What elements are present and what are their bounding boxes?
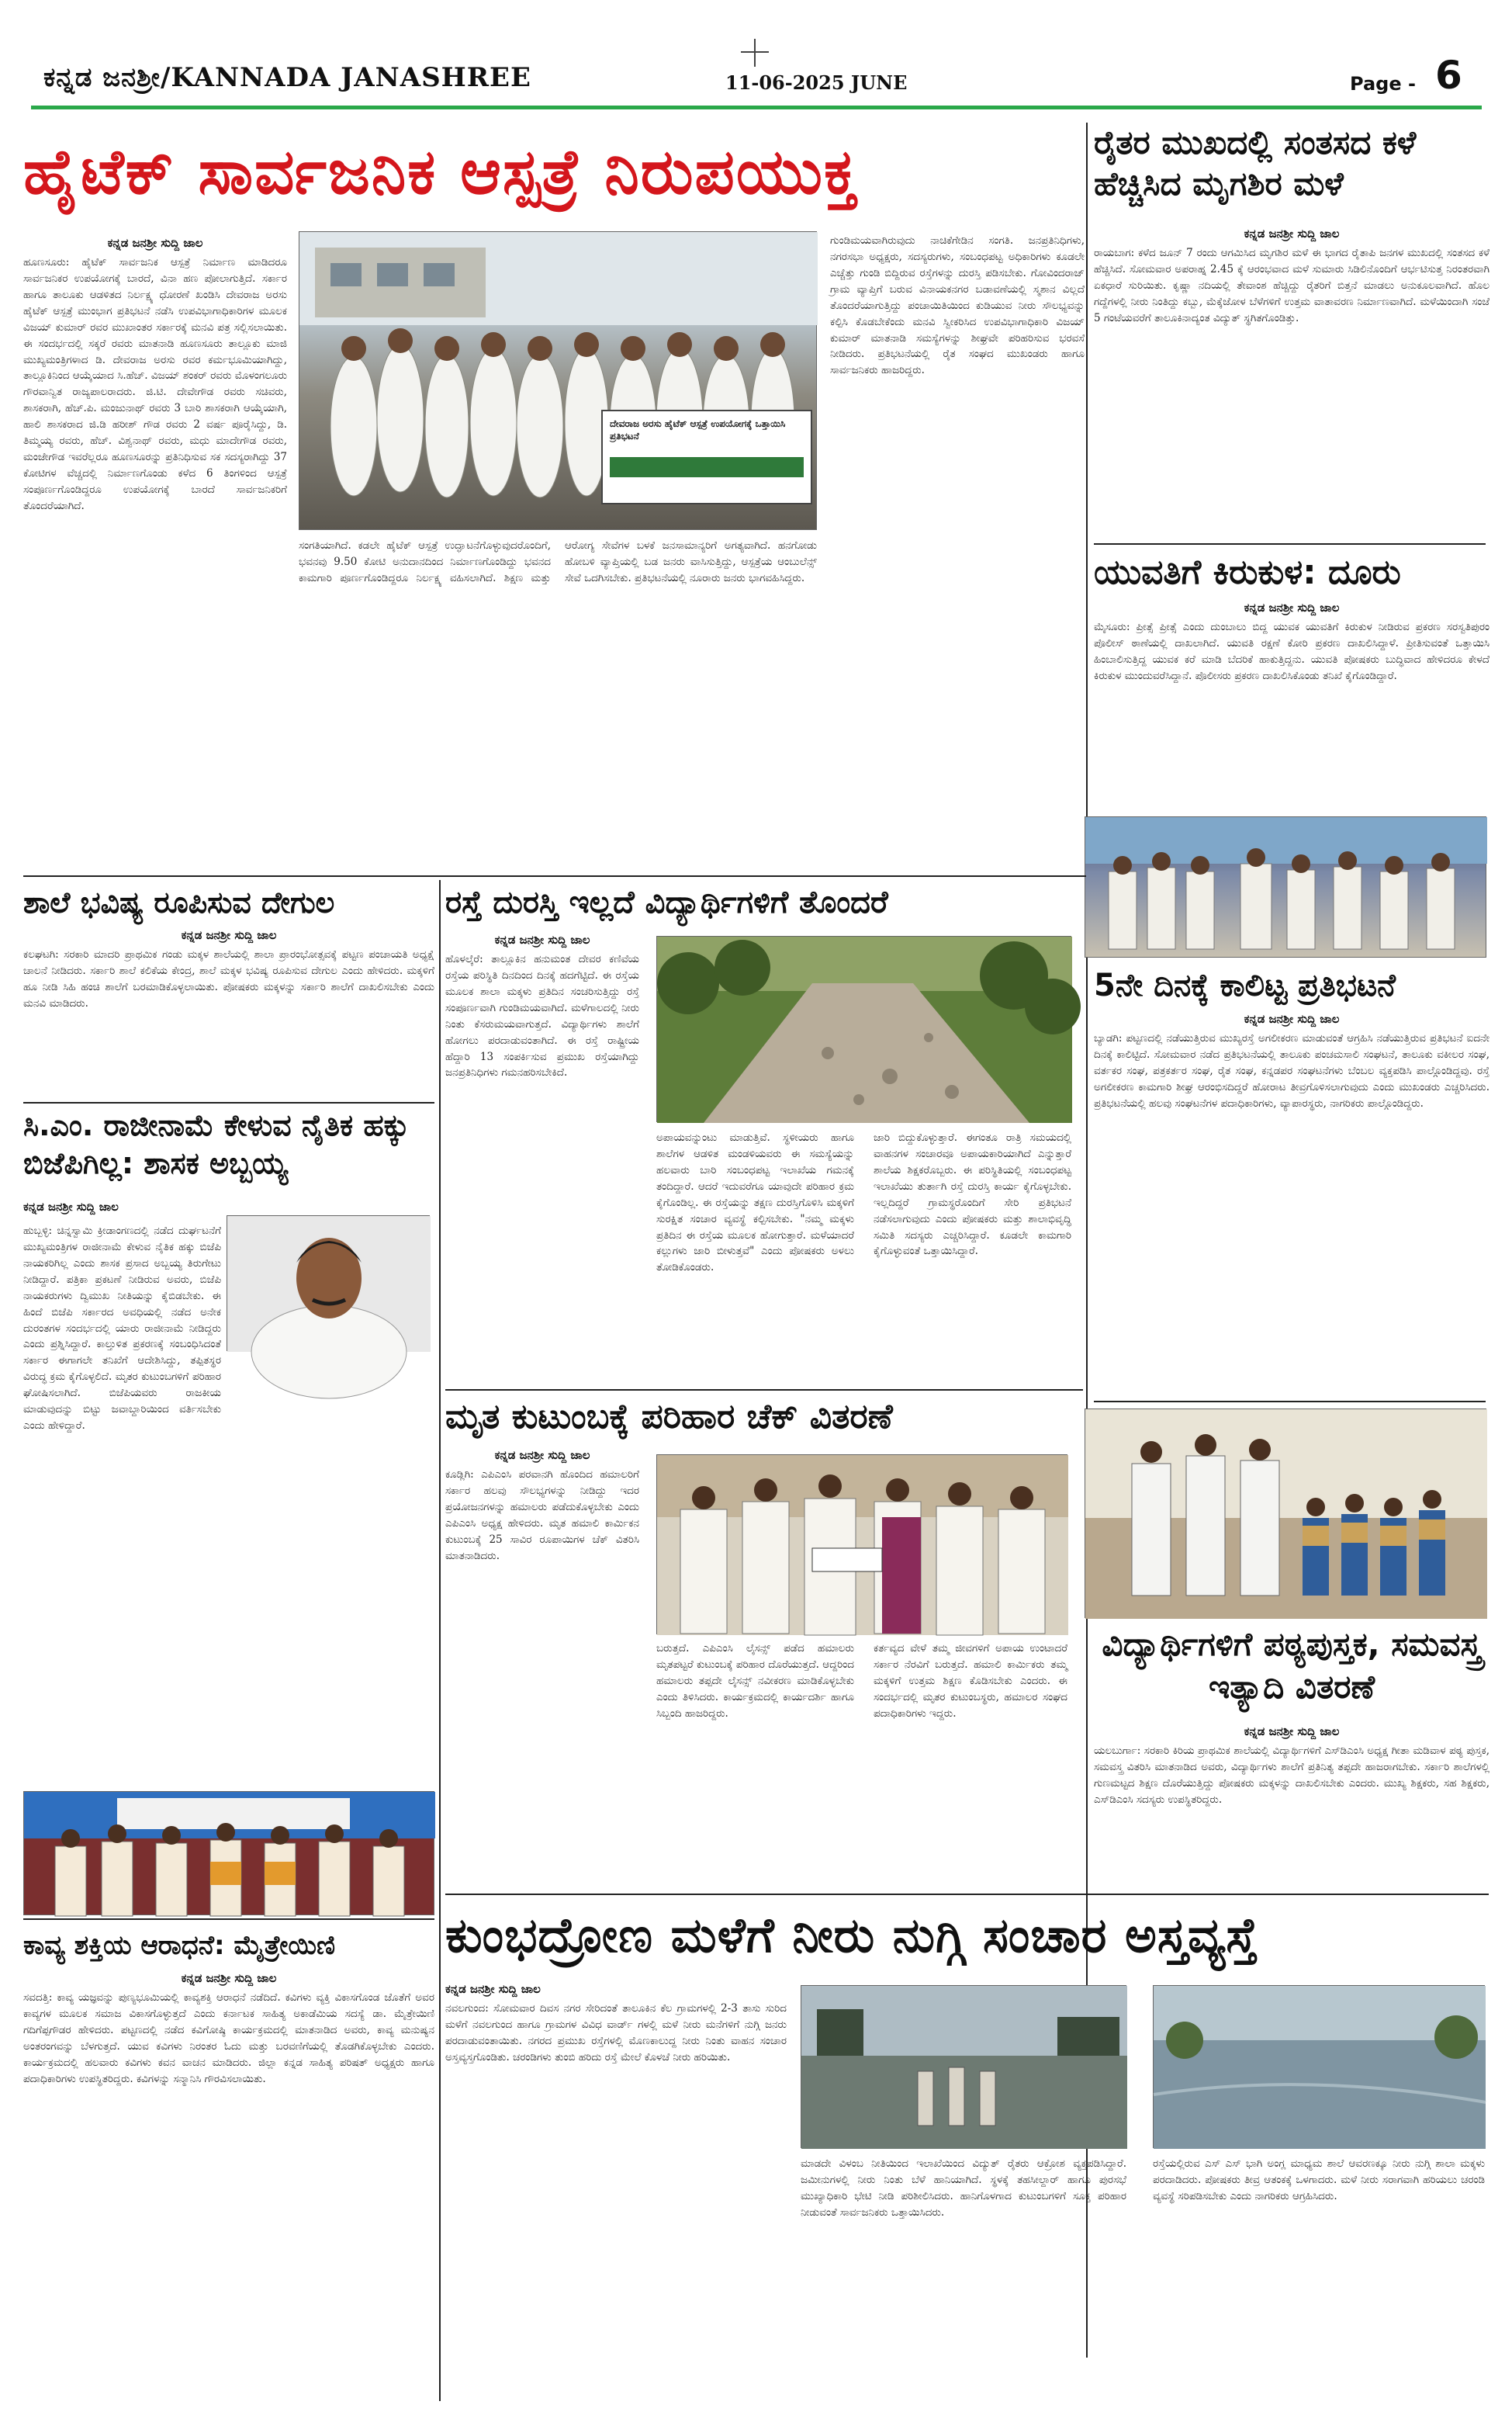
hospital-col3: ಗುಂಡಿಮಯವಾಗಿರುವುದು ನಾಚಿಕೆಗೇಡಿನ ಸಂಗತಿ. ಜನಪ್ರತಿನಿಧಿಗಳು, ನಗರಸಭಾ ಅಧ್ಯಕ್ಷರು, ಸದಸ್ಯರುಗಳು, ಸಂಬಂಧಪಟ್ಟ ಅಧಿಕಾರಿಗಳು ಕೂಡಲೇ ಎಚ್ಚೆತ್ತು ಗುಂಡಿ ಬಿದ್ದಿರುವ ರಸ್ತೆಗಳನ್ನು ದುರಸ್ತಿ ಪಡಿಸಬೇಕು. ಗೋವಿಂದರಾಜ್ ಗ್ರಾಮ ವ್ಯಾಪ್ತಿಗೆ ಬರುವ ವಿನಾಯಕನಗರ ಬಡಾವಣೆಯಲ್ಲಿ ಸ್ಮಶಾನ ವಿಲ್ಲದೆ ತೊಂದರೆಯಾಗುತ್ತಿದ್ದು ಪಂಚಾಯಿತಿಯಿಂದ ಕುಡಿಯುವ ನೀರು ಸೌಲಭ್ಯವನ್ನು ಕಲ್ಪಿಸಿ ಕೊಡಬೇಕೆಂದು ಮನವಿ ಸ್ವೀಕರಿಸಿದ ಉಪವಿಭಾಗಾಧಿಕಾರಿ ವಿಜಯ್ ಕುಮಾರ್ ಮಾತನಾಡಿ ಸಮಸ್ಯೆಗಳನ್ನು ಶೀಘ್ರವೇ ಪರಿಹರಿಸುವ ಭರವಸೆ ನೀಡಿದರು. ಪ್ರತಿಭಟನೆಯಲ್ಲಿ ರೈತ ಸಂಘದ ಮುಖಂಡರು ಹಾಗೂ ಸಾರ್ವಜನಿಕರು ಹಾಜರಿದ್ದರು.	[830, 234, 1085, 377]
classroom-illustration	[1085, 1409, 1487, 1619]
masthead-brand	[43, 62, 586, 101]
byline-road: ಕನ್ನಡ ಜನಶ್ರೀ ಸುದ್ದಿ ಜಾಲ	[494, 933, 590, 947]
byline-rain: ಕನ್ನಡ ಜನಶ್ರೀ ಸುದ್ದಿ ಜಾಲ	[1244, 227, 1340, 241]
byline-compensation: ಕನ್ನಡ ಜನಶ್ರೀ ಸುದ್ದಿ ಜಾಲ	[494, 1448, 590, 1462]
flood-fields-illustration	[1154, 1986, 1486, 2149]
byline-cm: ಕನ್ನಡ ಜನಶ್ರೀ ಸುದ್ದಿ ಜಾಲ	[23, 1200, 119, 1214]
body-cm-cont	[23, 1357, 434, 1791]
photo-hospital-protest	[299, 231, 817, 530]
protest-banner-text: ದೇವರಾಜ ಅರಸು ಹೈಟೆಕ್ ಆಸ್ಪತ್ರೆ ಉಪಯೋಗಕ್ಕೆ ಒತ್ತಾಯಿಸಿ ಪ್ರತಿಭಟನೆ	[610, 418, 786, 442]
hospital-intro: ಹೂಣಸೂರು: ಹೈಟೆಕ್ ಸಾರ್ವಜನಿಕ ಆಸ್ಪತ್ರೆ ನಿರ್ಮಾಣ ಮಾಡಿದರೂ ಸಾರ್ವಜನಿಕರ ಉಪಯೋಗಕ್ಕೆ ಬಾರದೆ, ವಿನಾ ಹಣ ಪೋಲಾಗುತ್ತಿದೆ. ಸರ್ಕಾರ ಹಾಗೂ ತಾಲೂಕು ಆಡಳಿತದ ನಿರ್ಲಕ್ಷ್ಯ ಧೋರಣೆ ಖಂಡಿಸಿ ದೇವರಾಜ ಅರಸು ಹೈಟೆಕ್ ಆಸ್ಪತ್ರೆ ಮುಂಭಾಗ ಪ್ರತಿಭಟನೆ ನಡೆಸಿ ಉಪವಿಭಾಗಾಧಿಕಾರಿಗಳ ಮೂಲಕ ವಿಜಯ್ ಕುಮಾರ್ ರವರ ಮುಖಾಂತರ ಸರ್ಕಾರಕ್ಕೆ ಮನವಿ ಪತ್ರ ಸಲ್ಲಿಸಲಾಯಿತು. ಈ ಸಂದರ್ಭದಲ್ಲಿ ಸಕ್ಕರೆ ರವರು ಮಾತನಾಡಿ ಹೂಣಸೂರು ತಾಲ್ಲೂಕು ಮಾಜಿ ಮುಖ್ಯಮಂತ್ರಿಗಳಾದ ಡಿ. ದೇವರಾಜ ಅರಸು ರವರ ಕರ್ಮಭೂಮಿಯಾಗಿದ್ದು, ತಾಲ್ಲೂಕಿನಿಂದ ಆಯ್ಕೆಯಾದ ಸಿ.ಹೆಚ್. ವಿಜಯ್ ಶಂಕರ್ ರವರು ಮೊಳಂಗಲೂರು ಗೌರವಾನ್ವಿತ ರಾಜ್ಯಪಾಲರಾದರು. ಜಿ.ಟಿ. ದೇವೇಗೌಡ ರವರು ಸಚಿವರು, ಶಾಸಕರಾಗಿ, ಹೆಚ್.ಪಿ. ಮಂಜುನಾಥ್ ರವರು 3 ಬಾರಿ ಶಾಸಕರಾಗಿ ಆಯ್ಕೆಯಾಗಿ, ಹಾಲಿ ಶಾಸಕರಾದ ಜಿ.ಡಿ ಹರೀಶ್ ಗೌಡ ರವರು 2 ವರ್ಷ ಪೂರೈಸಿದ್ದು, ಡಿ. ತಿಮ್ಮಯ್ಯ ರವರು, ಹೆಚ್. ವಿಶ್ವನಾಥ್ ರವರು, ಮಧು ಮಾದೇಗೌಡ ರವರು, ಮಂಜೇಗೌಡ ಇವರೆಲ್ಲರೂ ಹೂಣಸೂರನ್ನು ಪ್ರತಿನಿಧಿಸುವ ಸಕ ಸದಸ್ಯರಾಗಿದ್ದು 37 ಕೋಟಿಗಳ ವೆಚ್ಚದಲ್ಲಿ ನಿರ್ಮಾಣಗೊಂಡು ಕಳೆದ 6 ತಿಂಗಳಿಂದ ಆಸ್ಪತ್ರೆ ಸಂಪೂರ್ಣಗೊಂಡಿದ್ದರೂ ಉಪಯೋಗಕ್ಕೆ ಬಾರದೆ ಸಾರ್ವಜನಿಕರಿಗೆ ತೊಂದರೆಯಾಗಿದೆ.	[23, 256, 287, 512]
photo-damaged-road	[656, 936, 1071, 1122]
headline-hospital: ಹೈಟೆಕ್ ಸಾರ್ವಜನಿಕ ಆಸ್ಪತ್ರೆ ನಿರುಪಯುಕ್ತ	[23, 136, 859, 208]
divider-rain-youth	[1094, 543, 1486, 545]
article-poetry	[23, 1923, 434, 2404]
divider-hospital-bottom	[23, 875, 1086, 877]
divider-protest-books	[1094, 1401, 1486, 1402]
brand-english: KANNADA JANASHREE	[171, 62, 531, 93]
headline-youth: ಯುವತಿಗೆ ಕಿರುಕುಳ: ದೂರು	[1094, 553, 1401, 592]
hospital-continued: ಸಂಗತಿಯಾಗಿದೆ. ಕಡಲೇ ಹೈಟೆಕ್ ಆಸ್ಪತ್ರೆ ಉದ್ಘಾಟನೆಗೊಳ್ಳುವುದರೊಂದಿಗೆ, ಭವನವು 9.50 ಕೋಟಿ ಅನುದಾನದಿಂದ ನಿರ್ಮಾಣಗೊಂಡಿದ್ದು ಭವನದ ಕಾಮಗಾರಿ ಪೂರ್ಣಗೊಂಡಿದ್ದರೂ ನಿರ್ಲಕ್ಷ್ಯ ವಹಿಸಲಾಗಿದೆ. ಶಿಕ್ಷಣ ಮತ್ತು ಆರೋಗ್ಯ ಸೇವೆಗಳ ಬಳಕೆ ಜನಸಾಮಾನ್ಯರಿಗೆ ಅಗತ್ಯವಾಗಿದೆ. ಹನಗೋಡು ಹೋಬಳಿ ವ್ಯಾಪ್ತಿಯಲ್ಲಿ ಬಡ ಜನರು ವಾಸಿಸುತ್ತಿದ್ದು, ಆಸ್ಪತ್ರೆಯ ಆಂಬುಲೆನ್ಸ್ ಸೇವೆ ಒದಗಿಸಬೇಕು. ಪ್ರತಿಭಟನೆಯಲ್ಲಿ ನೂರಾರು ಜನರು ಭಾಗವಹಿಸಿದ್ದರು.	[299, 539, 817, 584]
byline-flood: ಕನ್ನಡ ಜನಶ್ರೀ ಸುದ್ದಿ ಜಾಲ	[445, 1982, 541, 1996]
page-label: Page -	[1350, 73, 1416, 95]
headline-road: ರಸ್ತೆ ದುರಸ್ತಿ ಇಲ್ಲದೆ ವಿದ್ಯಾರ್ಥಿಗಳಿಗೆ ತೊಂದರೆ	[445, 885, 888, 920]
article-compensation	[445, 1394, 1081, 1890]
brand-kannada: ಕನ್ನಡ ಜನಶ್ರೀ	[43, 62, 161, 93]
divider-compensation-flood	[445, 1894, 1489, 1895]
body-school: ಕಲಘಟಗಿ: ಸರಕಾರಿ ಮಾದರಿ ಪ್ರಾಥಮಿಕ ಗಂಡು ಮಕ್ಕಳ ಶಾಲೆಯಲ್ಲಿ ಶಾಲಾ ಪ್ರಾರಂಭೋತ್ಸವಕ್ಕೆ ಪಟ್ಟಣ ಪಂಚಾಯತಿ ಅಧ್ಯಕ್ಷೆ ಚಾಲನೆ ನೀಡಿದರು. ಸರ್ಕಾರಿ ಶಾಲೆ ಕಲಿಕೆಯ ಕೇಂದ್ರ, ಶಾಲೆ ಮಕ್ಕಳ ಭವಿಷ್ಯ ರೂಪಿಸುವ ದೇಗುಲ ಎಂದು ಹೇಳಿದರು. ಮಕ್ಕಳಿಗೆ ಹೂ ನೀಡಿ ಸಿಹಿ ಹಂಚಿ ಶಾಲೆಗೆ ಬರಮಾಡಿಕೊಳ್ಳಲಾಯಿತು. ಪೋಷಕರು ಮಕ್ಕಳನ್ನು ಸರ್ಕಾರಿ ಶಾಲೆಗೆ ದಾಖಲಿಸಬೇಕು ಎಂದು ಮನವಿ ಮಾಡಿದರು.	[23, 948, 434, 1010]
column-divider-left	[439, 880, 441, 2401]
flood-col2: ಮಾಡದೇ ವಿಳಂಬ ನೀತಿಯಿಂದ ಇಲಾಖೆಯಿಂದ ವಿದ್ಯುತ್ ರೈತರು ಆಕ್ರೋಶ ವ್ಯಕ್ತಪಡಿಸಿದ್ದಾರೆ. ಜಮೀನುಗಳಲ್ಲಿ ನೀರು ನಿಂತು ಬೆಳೆ ಹಾನಿಯಾಗಿದೆ. ಸ್ಥಳಕ್ಕೆ ತಹಸೀಲ್ದಾರ್ ಹಾಗೂ ಪುರಸಭೆ ಮುಖ್ಯಾಧಿಕಾರಿ ಭೇಟಿ ನೀಡಿ ಪರಿಶೀಲಿಸಿದರು. ಹಾನಿಗೊಳಗಾದ ಕುಟುಂಬಗಳಿಗೆ ಸೂಕ್ತ ಪರಿಹಾರ ನೀಡುವಂತೆ ಸಾರ್ವಜನಿಕರು ಒತ್ತಾಯಿಸಿದರು.	[801, 2157, 1126, 2219]
crop-mark-h	[741, 51, 769, 53]
road-col1-text: ಹೊಳಲ್ಕೆರೆ: ತಾಲ್ಲೂಕಿನ ಹನುಮಂತ ದೇವರ ಕಣಿವೆಯ ರಸ್ತೆಯ ಪರಿಸ್ಥಿತಿ ದಿನದಿಂದ ದಿನಕ್ಕೆ ಹದಗೆಟ್ಟಿದೆ. ಈ ರಸ್ತೆಯ ಮೂಲಕ ಶಾಲಾ ಮಕ್ಕಳು ಪ್ರತಿದಿನ ಸಂಚರಿಸುತ್ತಿದ್ದು ರಸ್ತೆ ಸಂಪೂರ್ಣವಾಗಿ ಗುಂಡಿಮಯವಾಗಿದೆ. ಮಳೆಗಾಲದಲ್ಲಿ ನೀರು ನಿಂತು ಕೆಸರುಮಯವಾಗುತ್ತದೆ. ವಿದ್ಯಾರ್ಥಿಗಳು ಶಾಲೆಗೆ ಹೋಗಲು ಪರದಾಡುವಂತಾಗಿದೆ. ಈ ರಸ್ತೆ ರಾಷ್ಟ್ರೀಯ ಹೆದ್ದಾರಿ 13 ಸಂಪರ್ಕಿಸುವ ಪ್ರಮುಖ ರಸ್ತೆಯಾಗಿದ್ದು ಜನಪ್ರತಿನಿಧಿಗಳು ಗಮನಹರಿಸಬೇಕಿದೆ.	[445, 953, 639, 1079]
divider-school-cm	[23, 1102, 434, 1104]
compensation-col1-text: ಕೂಡ್ಲಿಗಿ: ಎಪಿಎಂಸಿ ಪರವಾನಗಿ ಹೊಂದಿದ ಹಮಾಲರಿಗೆ ಸರ್ಕಾರ ಹಲವು ಸೌಲಭ್ಯಗಳನ್ನು ನೀಡಿದ್ದು ಇದರ ಪ್ರಯೋಜನಗಳನ್ನು ಹಮಾಲರು ಪಡೆದುಕೊಳ್ಳಬೇಕು ಎಂದು ಎಪಿಎಂಸಿ ಅಧ್ಯಕ್ಷ ಹೇಳಿದರು. ಮೃತ ಹಮಾಲಿ ಕಾರ್ಮಿಕನ ಕುಟುಂಬಕ್ಕೆ 25 ಸಾವಿರ ರೂಪಾಯಿಗಳ ಚೆಕ್ ವಿತರಿಸಿ ಮಾತನಾಡಿದರು.	[445, 1468, 639, 1562]
article-road	[445, 880, 1081, 1384]
flood-col1	[445, 1979, 787, 2398]
article-rain	[1094, 123, 1490, 542]
body-youth: ಮೈಸೂರು: ಪ್ರೀತ್ಸೆ ಪ್ರೀತ್ಸೆ ಎಂದು ದುಂಬಾಲು ಬಿದ್ದ ಯುವಕ ಯುವತಿಗೆ ಕಿರುಕುಳ ನೀಡಿರುವ ಪ್ರಕರಣ ಸರಸ್ವತಿಪುರಂ ಪೊಲೀಸ್ ಠಾಣೆಯಲ್ಲಿ ದಾಖಲಾಗಿದೆ. ಯುವತಿ ರಕ್ಷಣೆ ಕೋರಿ ಪ್ರಕರಣ ದಾಖಲಿಸಿದ್ದಾಳೆ. ಪ್ರೀತಿಸುವಂತೆ ಒತ್ತಾಯಿಸಿ ಹಿಂಬಾಲಿಸುತ್ತಿದ್ದ ಯುವಕ ಕರೆ ಮಾಡಿ ಬೆದರಿಕೆ ಹಾಕುತ್ತಿದ್ದನು. ಯುವತಿ ಪೋಷಕರು ಬುದ್ಧಿವಾದ ಹೇಳಿದರೂ ಕೇಳದೆ ಕಿರುಕುಳ ಮುಂದುವರೆಸಿದ್ದಾನೆ. ಪೊಲೀಸರು ಪ್ರಕರಣ ದಾಖಲಿಸಿಕೊಂಡು ತನಿಖೆ ಕೈಗೊಂಡಿದ್ದಾರೆ.	[1094, 621, 1490, 682]
cm-byline-wrap	[23, 1197, 217, 1220]
body-protest: ಬ್ಯಾಡಗಿ: ಪಟ್ಟಣದಲ್ಲಿ ನಡೆಯುತ್ತಿರುವ ಮುಖ್ಯರಸ್ತೆ ಅಗಲೀಕರಣ ಮಾಡುವಂತೆ ಆಗ್ರಹಿಸಿ ನಡೆಯುತ್ತಿರುವ ಪ್ರತಿಭಟನೆ ಐದನೇ ದಿನಕ್ಕೆ ಕಾಲಿಟ್ಟಿದೆ. ಸೋಮವಾರ ನಡೆದ ಪ್ರತಿಭಟನೆಯಲ್ಲಿ ತಾಲೂಕು ಪಂಚಮಸಾಲಿ ಸಂಘಟನೆ, ತಾಲೂಕು ವಕೀಲರ ಸಂಘ, ವರ್ತಕರ ಸಂಘ, ಪತ್ರಕರ್ತರ ಸಂಘ, ರೈತ ಸಂಘ, ಕನ್ನಡಪರ ಸಂಘಟನೆಗಳು ಬೆಂಬಲ ವ್ಯಕ್ತಪಡಿಸಿ ಪಾಲ್ಗೊಂಡಿದ್ದವು. ರಸ್ತೆ ಅಗಲೀಕರಣ ಕಾಮಗಾರಿ ಶೀಘ್ರ ಆರಂಭಿಸದಿದ್ದರೆ ಹೋರಾಟ ತೀವ್ರಗೊಳಿಸಲಾಗುವುದು ಎಂದು ಮುಖಂಡರು ಎಚ್ಚರಿಸಿದರು. ಪ್ರತಿಭಟನೆಯಲ್ಲಿ ಹಲವು ಸಂಘಟನೆಗಳ ಪದಾಧಿಕಾರಿಗಳು, ವ್ಯಾಪಾರಸ್ಥರು, ನಾಗರಿಕರು ಪಾಲ್ಗೊಂಡಿದ್ದರು.	[1094, 1032, 1490, 1110]
article-cm	[23, 1107, 434, 1790]
divider-road-compensation	[445, 1389, 1083, 1391]
compensation-col3: ಕರ್ತವ್ಯದ ವೇಳೆ ತಮ್ಮ ಜೀವಗಳಿಗೆ ಅಪಾಯ ಉಂಟಾದರೆ ಸರ್ಕಾರ ನೆರವಿಗೆ ಬರುತ್ತದೆ. ಹಮಾಲಿ ಕಾರ್ಮಿಕರು ತಮ್ಮ ಮಕ್ಕಳಿಗೆ ಉತ್ತಮ ಶಿಕ್ಷಣ ಕೊಡಿಸಬೇಕು ಎಂದರು. ಈ ಸಂದರ್ಭದಲ್ಲಿ ಮೃತರ ಕುಟುಂಬಸ್ಥರು, ಹಮಾಲರ ಸಂಘದ ಪದಾಧಿಕಾರಿಗಳು ಇದ್ದರು.	[874, 1642, 1067, 1720]
compensation-col1	[445, 1445, 639, 1887]
article-flood	[445, 1898, 1490, 2403]
byline-hospital: ಕನ್ನಡ ಜನಶ್ರೀ ಸುದ್ದಿ ಜಾಲ	[107, 236, 203, 250]
photo-flooded-fields	[1153, 1985, 1485, 2148]
byline-youth: ಕನ್ನಡ ಜನಶ್ರೀ ಸುದ್ದಿ ಜಾಲ	[1244, 601, 1340, 615]
headline-books: ವಿದ್ಯಾರ್ಥಿಗಳಿಗೆ ಪಠ್ಯಪುಸ್ತಕ, ಸಮವಸ್ತ್ರ ಇತ್ಯಾದಿ ವಿತರಣೆ	[1102, 1625, 1482, 1706]
road-col3: ಜಾರಿ ಬಿದ್ದುಕೊಳ್ಳುತ್ತಾರೆ. ಈಗಂತೂ ರಾತ್ರಿ ಸಮಯದಲ್ಲಿ ವಾಹನಗಳ ಸಂಚಾರವೂ ಅಪಾಯಕಾರಿಯಾಗಿದೆ ಎನ್ನುತ್ತಾರೆ ಶಾಲೆಯ ಶಿಕ್ಷಕರೊಬ್ಬರು. ಈ ಪರಿಸ್ಥಿತಿಯಲ್ಲಿ ಸಂಬಂಧಪಟ್ಟ ಇಲಾಖೆಯು ತುರ್ತಾಗಿ ರಸ್ತೆ ದುರಸ್ತಿ ಕಾರ್ಯ ಕೈಗೊಳ್ಳಬೇಕು. ಇಲ್ಲದಿದ್ದರೆ ಗ್ರಾಮಸ್ಥರೊಂದಿಗೆ ಸೇರಿ ಪ್ರತಿಭಟನೆ ನಡೆಸಲಾಗುವುದು ಎಂದು ಪೋಷಕರು ಮತ್ತು ಶಾಲಾಭಿವೃದ್ಧಿ ಸಮಿತಿ ಸದಸ್ಯರು ಎಚ್ಚರಿಸಿದ್ದಾರೆ. ಕೂಡಲೇ ಕಾಮಗಾರಿ ಕೈಗೊಳ್ಳುವಂತೆ ಒತ್ತಾಯಿಸಿದ್ದಾರೆ.	[874, 1131, 1071, 1258]
cheque-illustration	[657, 1455, 1068, 1635]
protest-crowd-illustration	[299, 232, 818, 531]
headline-compensation: ಮೃತ ಕುಟುಂಬಕ್ಕೆ ಪರಿಹಾರ ಚೆಕ್ ವಿತರಣೆ	[445, 1397, 893, 1436]
masthead	[0, 0, 1512, 116]
headline-flood: ಕುಂಭದ್ರೋಣ ಮಳೆಗೆ ನೀರು ನುಗ್ಗಿ ಸಂಚಾರ ಅಸ್ತವ್ಯಸ್ತೆ	[445, 1907, 1259, 1963]
photo-protest-stage	[1085, 816, 1486, 958]
flood-col1-text: ನವಲಗುಂದ: ಸೋಮವಾರ ದಿವಸ ನಗರ ಸೇರಿದಂತೆ ತಾಲೂಕಿನ ಕೆಲ ಗ್ರಾಮಗಳಲ್ಲಿ 2-3 ತಾಸು ಸುರಿದ ಮಳೆಗೆ ನವಲಗುಂದ ಹಾಗೂ ಗ್ರಾಮಗಳ ವಿವಿಧ ವಾರ್ಡ್ ಗಳಲ್ಲಿ ಮಳೆ ನೀರು ಮನೆಗಳಿಗೆ ನುಗ್ಗಿ ಜನರು ಪರದಾಡುವಂತಾಯಿತು. ನಗರದ ಪ್ರಮುಖ ರಸ್ತೆಗಳಲ್ಲಿ ಮೊಣಕಾಲುದ್ದ ನೀರು ನಿಂತು ವಾಹನ ಸಂಚಾರ ಅಸ್ತವ್ಯಸ್ತಗೊಂಡಿತು. ಚರಂಡಿಗಳು ತುಂಬಿ ಹರಿದು ರಸ್ತೆ ಮೇಲೆ ಕೊಳಚೆ ನೀರು ಹರಿಯಿತು.	[445, 2002, 787, 2063]
headline-poetry: ಕಾವ್ಯ ಶಕ್ತಿಯ ಆರಾಧನೆ: ಮೈತ್ರೇಯಿಣಿ	[23, 1930, 336, 1961]
road-col1	[445, 930, 639, 1380]
flood-street-illustration	[801, 1986, 1127, 2149]
road-col2: ಅಪಾಯವನ್ನುಂಟು ಮಾಡುತ್ತಿವೆ. ಸ್ಥಳೀಯರು ಹಾಗೂ ಶಾಲೆಗಳ ಆಡಳಿತ ಮಂಡಳಿಯವರು ಈ ಸಮಸ್ಯೆಯನ್ನು ಹಲವಾರು ಬಾರಿ ಸಂಬಂಧಪಟ್ಟ ಇಲಾಖೆಯ ಗಮನಕ್ಕೆ ತಂದಿದ್ದಾರೆ. ಆದರೆ ಇದುವರೆಗೂ ಯಾವುದೇ ಪರಿಹಾರ ಕ್ರಮ ಕೈಗೊಂಡಿಲ್ಲ. ಈ ರಸ್ತೆಯನ್ನು ತಕ್ಷಣ ದುರಸ್ತಿಗೊಳಿಸಿ ಮಕ್ಕಳಿಗೆ ಸುರಕ್ಷಿತ ಸಂಚಾರ ವ್ಯವಸ್ಥೆ ಕಲ್ಪಿಸಬೇಕು. "ನಮ್ಮ ಮಕ್ಕಳು ಪ್ರತಿದಿನ ಈ ರಸ್ತೆಯ ಮೂಲಕ ಹೋಗುತ್ತಾರೆ. ಮಳೆಯಾದರೆ ಕಲ್ಲುಗಳು ಜಾರಿ ಬೀಳುತ್ತವೆ" ಎಂದು ಪೋಷಕರು ಅಳಲು ತೋಡಿಕೊಂಡರು.	[656, 1131, 854, 1274]
photo-flooded-street	[801, 1985, 1126, 2148]
article-protest	[1094, 962, 1490, 1397]
photo-books-distribution	[1085, 1409, 1486, 1618]
hospital-col1	[23, 233, 287, 871]
body-cm: ಹುಬ್ಬಳ್ಳಿ: ಚಿನ್ನಸ್ವಾಮಿ ಕ್ರೀಡಾಂಗಣದಲ್ಲಿ ನಡೆದ ದುರ್ಘಟನೆಗೆ ಮುಖ್ಯಮಂತ್ರಿಗಳ ರಾಜೀನಾಮೆ ಕೇಳುವ ನೈತಿಕ ಹಕ್ಕು ಬಿಜೆಪಿ ನಾಯಕರಿಗಿಲ್ಲ ಎಂದು ಶಾಸಕ ಪ್ರಸಾದ ಅಬ್ಬಯ್ಯ ತಿರುಗೇಟು ನೀಡಿದ್ದಾರೆ. ಪತ್ರಿಕಾ ಪ್ರಕಟಣೆ ನೀಡಿರುವ ಅವರು, ಬಿಜೆಪಿ ನಾಯಕರುಗಳು ದ್ವಿಮುಖ ನೀತಿಯನ್ನು ಕೈಬಿಡಬೇಕು. ಈ ಹಿಂದೆ ಬಿಜೆಪಿ ಸರ್ಕಾರದ ಅವಧಿಯಲ್ಲಿ ನಡೆದ ಅನೇಕ ದುರಂತಗಳ ಸಂದರ್ಭದಲ್ಲಿ ಯಾರು ರಾಜೀನಾಮೆ ನೀಡಿದ್ದರು ಎಂದು ಪ್ರಶ್ನಿಸಿದ್ದಾರೆ. ಕಾಲ್ತುಳಿತ ಪ್ರಕರಣಕ್ಕೆ ಸಂಬಂಧಿಸಿದಂತೆ ಸರ್ಕಾರ ಈಗಾಗಲೇ ತನಿಖೆಗೆ ಆದೇಶಿಸಿದ್ದು, ತಪ್ಪಿತಸ್ಥರ ವಿರುದ್ಧ ಕ್ರಮ ಕೈಗೊಳ್ಳಲಿದೆ. ಮೃತರ ಕುಟುಂಬಗಳಿಗೆ ಪರಿಹಾರ ಘೋಷಿಸಲಾಗಿದೆ. ಬಿಜೆಪಿಯವರು ರಾಜಕೀಯ ಮಾಡುವುದನ್ನು ಬಿಟ್ಟು ಜವಾಬ್ದಾರಿಯಿಂದ ವರ್ತಿಸಬೇಕು ಎಂದು ಹೇಳಿದ್ದಾರೆ.	[23, 1225, 221, 1433]
compensation-col2: ಬರುತ್ತದೆ. ಎಪಿಎಂಸಿ ಲೈಸನ್ಸ್ ಪಡೆದ ಹಮಾಲರು ಮೃತಪಟ್ಟರೆ ಕುಟುಂಬಕ್ಕೆ ಪರಿಹಾರ ದೊರೆಯುತ್ತದೆ. ಆದ್ದರಿಂದ ಹಮಾಲರು ತಪ್ಪದೇ ಲೈಸನ್ಸ್ ನವೀಕರಣ ಮಾಡಿಕೊಳ್ಳಬೇಕು ಎಂದು ತಿಳಿಸಿದರು. ಕಾರ್ಯಕ್ರಮದಲ್ಲಿ ಕಾರ್ಯದರ್ಶಿ ಹಾಗೂ ಸಿಬ್ಬಂದಿ ಹಾಜರಿದ್ದರು.	[656, 1642, 854, 1720]
flood-col3: ರಸ್ತೆಯಲ್ಲಿರುವ ಎಸ್ ಎಸ್ ಭಾಗಿ ಅಂಗ್ಲ ಮಾಧ್ಯಮ ಶಾಲೆ ಆವರಣಕ್ಕೂ ನೀರು ನುಗ್ಗಿ ಶಾಲಾ ಮಕ್ಕಳು ಪರದಾಡಿದರು. ಪೋಷಕರು ತೀವ್ರ ಆತಂಕಕ್ಕೆ ಒಳಗಾದರು. ಮಳೆ ನೀರು ಸರಾಗವಾಗಿ ಹರಿಯಲು ಚರಂಡಿ ವ್ಯವಸ್ಥೆ ಸರಿಪಡಿಸಬೇಕು ಎಂದು ನಾಗರಿಕರು ಆಗ್ರಹಿಸಿದರು.	[1153, 2157, 1485, 2202]
byline-protest: ಕನ್ನಡ ಜನಶ್ರೀ ಸುದ್ದಿ ಜಾಲ	[1244, 1012, 1340, 1026]
headline-rain: ರೈತರ ಮುಖದಲ್ಲಿ ಸಂತಸದ ಕಳೆ ಹೆಚ್ಚಿಸಿದ ಮೃಗಶಿರ ಮಳೆ	[1094, 123, 1417, 203]
photo-cheque-handover	[656, 1454, 1067, 1634]
body-rain: ರಾಯಬಾಗ: ಕಳೆದ ಜೂನ್ 7 ರಂದು ಆಗಮಿಸಿದ ಮೃಗಶಿರ ಮಳೆ ಈ ಭಾಗದ ರೈತಾಪಿ ಜನಗಳ ಮುಖದಲ್ಲಿ ಸಂತಸದ ಕಳೆ ಹೆಚ್ಚಿಸಿದೆ. ಸೋಮವಾರ ಅಪರಾಹ್ನ 2.45 ಕ್ಕೆ ಆರಂಭವಾದ ಮಳೆ ಸುಮಾರು ಸಿಡಿಲಿನೊಂದಿಗೆ ಆರ್ಭಟಿಸುತ್ತ ನಿರಂತರವಾಗಿ ಏಕಧಾರೆ ಸುರಿಯಿತು. ಕೃಷ್ಣಾ ನದಿಯಲ್ಲಿ ತೇವಾಂಶ ಹೆಚ್ಚಿದ್ದು ರೈತರಿಗೆ ಬಿತ್ತನೆ ಮಾಡಲು ಅನುಕೂಲವಾಗಿದೆ. ಹೊಲ ಗದ್ದೆಗಳಲ್ಲಿ ನೀರು ನಿಂತಿದ್ದು ಕಬ್ಬು, ಮೆಕ್ಕೆಜೋಳ ಬೆಳೆಗಳಿಗೆ ಉತ್ತಮ ವಾತಾವರಣ ನಿರ್ಮಾಣವಾಗಿದೆ. ಮಳೆಯಿಂದಾಗಿ ಸಂಜೆ 5 ಗಂಟೆಯವರೆಗೆ ತಾಲೂಕಿನಾದ್ಯಂತ ವಿದ್ಯುತ್ ಸ್ಥಗಿತಗೊಂಡಿತ್ತು.	[1094, 247, 1490, 324]
body-poetry: ಸವದತ್ತಿ: ಕಾವ್ಯ ಯಜ್ಞವನ್ನು ಪುಣ್ಯಭೂಮಿಯಲ್ಲಿ ಕಾವ್ಯಶಕ್ತಿ ಆರಾಧನೆ ನಡೆದಿದೆ. ಕವಿಗಳು ವ್ಯಕ್ತಿ ವಿಕಾಸಗೊಂಡ ಜೊತೆಗೆ ಅವರ ಕಾವ್ಯಗಳ ಮೂಲಕ ಸಮಾಜ ವಿಕಾಸಗೊಳ್ಳುತ್ತದೆ ಎಂದು ಕರ್ನಾಟಕ ಸಾಹಿತ್ಯ ಅಕಾಡೆಮಿಯ ಸದಸ್ಯೆ ಡಾ. ಮೈತ್ರೇಯಿಣಿ ಗದಿಗೆಪ್ಪಗೌಡರ ಹೇಳಿದರು. ಪಟ್ಟಣದಲ್ಲಿ ನಡೆದ ಕವಿಗೋಷ್ಠಿ ಕಾರ್ಯಕ್ರಮದಲ್ಲಿ ಮಾತನಾಡಿದ ಅವರು, ಕಾವ್ಯ ಮನುಷ್ಯನ ಅಂತರಂಗವನ್ನು ಬೆಳಗುತ್ತದೆ. ಯುವ ಕವಿಗಳು ನಿರಂತರ ಓದು ಮತ್ತು ಬರವಣಿಗೆಯಲ್ಲಿ ತೊಡಗಿಕೊಳ್ಳಬೇಕು ಎಂದರು. ಕಾರ್ಯಕ್ರಮದಲ್ಲಿ ಹಲವಾರು ಕವಿಗಳು ಕವನ ವಾಚನ ಮಾಡಿದರು. ಜಿಲ್ಲಾ ಕನ್ನಡ ಸಾಹಿತ್ಯ ಪರಿಷತ್ ಅಧ್ಯಕ್ಷರು ಹಾಗೂ ಪದಾಧಿಕಾರಿಗಳು ಉಪಸ್ಥಿತರಿದ್ದರು. ಕವಿಗಳನ್ನು ಸನ್ಮಾನಿಸಿ ಗೌರವಿಸಲಾಯಿತು.	[23, 1991, 434, 2085]
article-school	[23, 880, 434, 1105]
page-number: 6	[1435, 53, 1462, 98]
byline-books: ಕನ್ನಡ ಜನಶ್ರೀ ಸುದ್ದಿ ಜಾಲ	[1244, 1724, 1340, 1738]
headline-school: ಶಾಲೆ ಭವಿಷ್ಯ ರೂಪಿಸುವ ದೇಗುಲ	[23, 885, 335, 920]
divider-poetry	[23, 1918, 434, 1920]
headline-cm: ಸಿ.ಎಂ. ರಾಜೀನಾಮೆ ಕೇಳುವ ನೈತಿಕ ಹಕ್ಕು ಬಿಜೆಪಿಗಿಲ್ಲ: ಶಾಸಕ ಅಬ್ಬಯ್ಯ	[23, 1108, 410, 1181]
photo-mla-portrait	[227, 1215, 430, 1351]
portrait-illustration	[227, 1216, 431, 1352]
headline-protest: 5ನೇ ದಿನಕ್ಕೆ ಕಾಲಿಟ್ಟ ಪ್ರತಿಭಟನೆ	[1094, 968, 1396, 1003]
stage-illustration	[1085, 817, 1487, 958]
article-hospital	[23, 123, 1085, 875]
brand-separator: /	[160, 62, 171, 93]
byline-poetry: ಕನ್ನಡ ಜನಶ್ರೀ ಸುದ್ದಿ ಜಾಲ	[181, 1971, 277, 1985]
body-books: ಯಲಬುರ್ಗಾ: ಸರಕಾರಿ ಕಿರಿಯ ಪ್ರಾಥಮಿಕ ಶಾಲೆಯಲ್ಲಿ ವಿದ್ಯಾರ್ಥಿಗಳಿಗೆ ಎಸ್‌ಡಿಎಂಸಿ ಅಧ್ಯಕ್ಷ ಗೀತಾ ಮಡಿವಾಳ ಪಠ್ಯ ಪುಸ್ತಕ, ಸಮವಸ್ತ್ರ ವಿತರಿಸಿ ಮಾತನಾಡಿದ ಅವರು, ವಿದ್ಯಾರ್ಥಿಗಳು ಶಾಲೆಗೆ ಪ್ರತಿನಿತ್ಯ ತಪ್ಪದೇ ಹಾಜರಾಗಬೇಕು. ಸರ್ಕಾರಿ ಶಾಲೆಗಳಲ್ಲಿ ಗುಣಮಟ್ಟದ ಶಿಕ್ಷಣ ದೊರೆಯುತ್ತಿದ್ದು ಪೋಷಕರು ಮಕ್ಕಳನ್ನು ದಾಖಲಿಸಬೇಕು ಎಂದರು. ಮುಖ್ಯ ಶಿಕ್ಷಕರು, ಸಹ ಶಿಕ್ಷಕರು, ಎಸ್‌ಡಿಎಂಸಿ ಸದಸ್ಯರು ಉಪಸ್ಥಿತರಿದ್ದರು.	[1094, 1745, 1490, 1806]
road-illustration	[657, 937, 1072, 1123]
photo-poetry-event	[23, 1791, 434, 1915]
masthead-rule	[31, 106, 1482, 109]
article-youth	[1094, 548, 1490, 812]
byline-school: ಕನ್ನಡ ಜನಶ್ರೀ ಸುದ್ದಿ ಜಾಲ	[181, 928, 277, 942]
event-stage-illustration	[24, 1792, 435, 1916]
masthead-date: 11-06-2025 JUNE	[725, 71, 908, 94]
crop-mark	[754, 39, 756, 67]
